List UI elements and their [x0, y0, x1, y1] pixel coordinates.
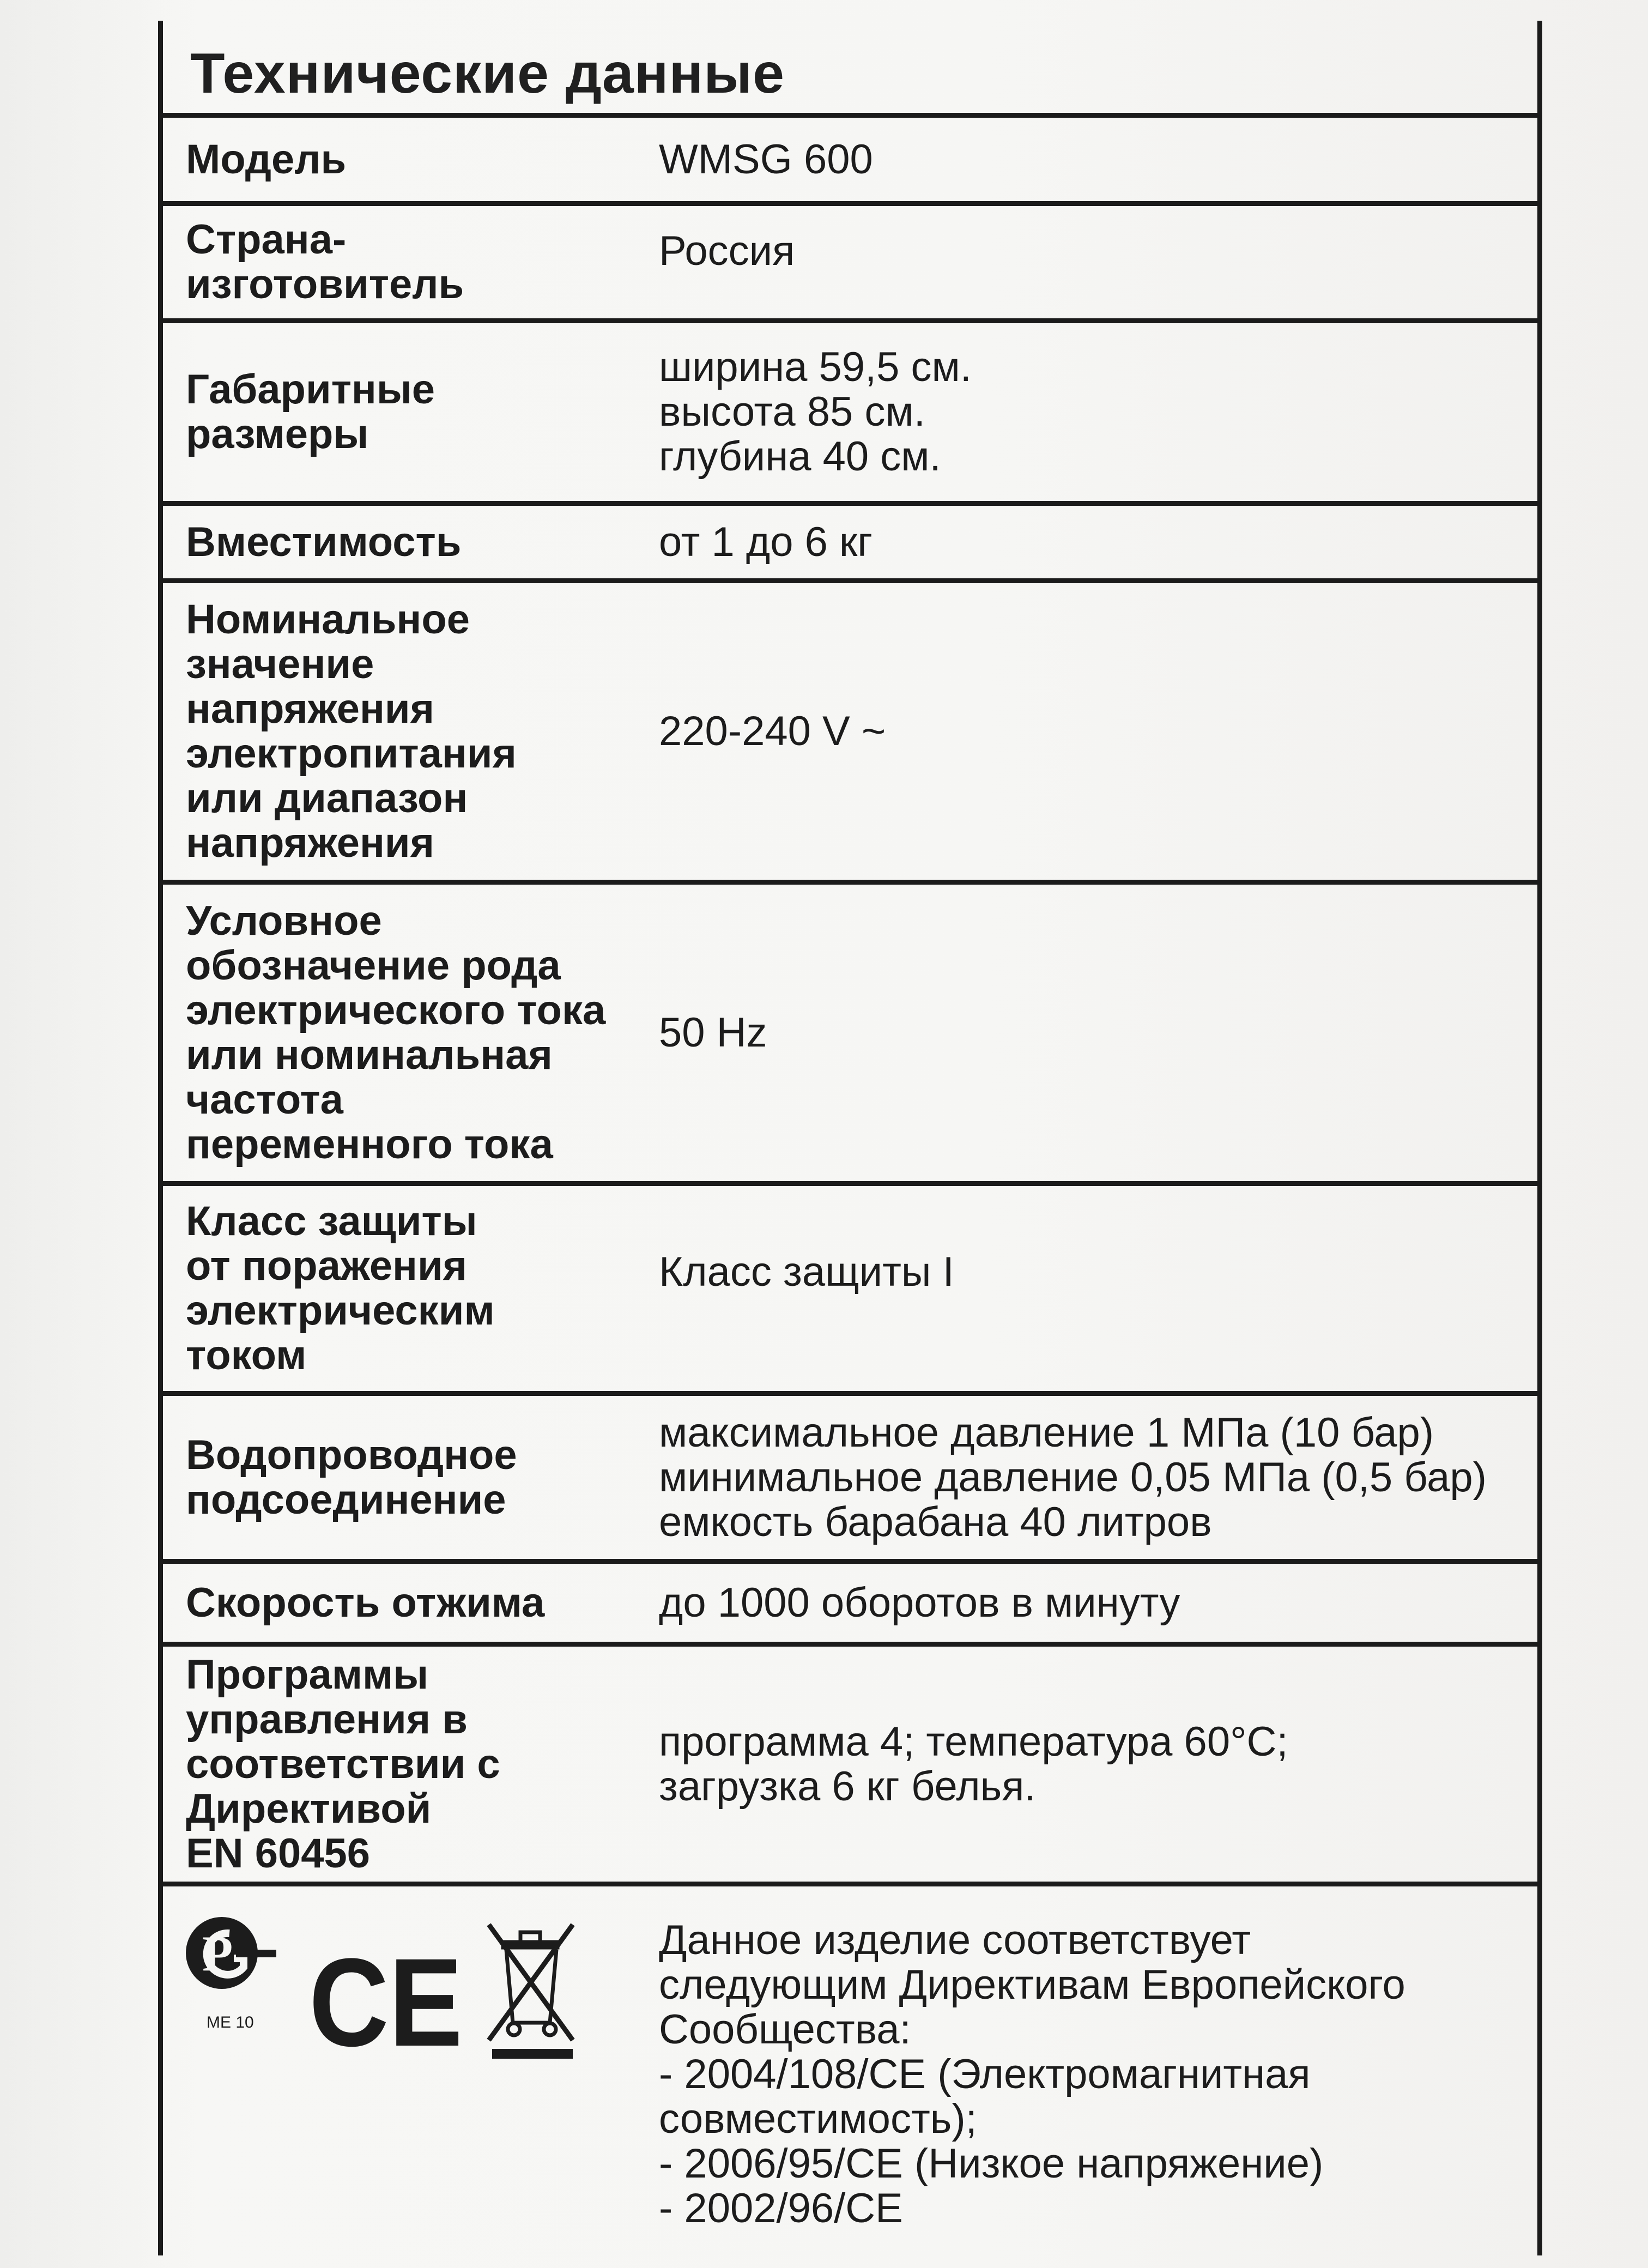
spec-value: от 1 до 6 кг	[659, 518, 873, 565]
technical-data-table	[158, 21, 1542, 2255]
spec-value: WMSG 600	[659, 136, 873, 183]
table-title-row	[163, 21, 1537, 118]
certification-marks-graphic	[179, 1914, 604, 2066]
spec-row-country	[163, 206, 1537, 323]
spec-row-programs	[163, 1647, 1537, 1886]
spec-row-spin-speed	[163, 1564, 1537, 1647]
spec-label: Вместимость	[186, 518, 462, 565]
spec-label: Класс защиты от поражения электрическим током	[186, 1198, 495, 1378]
spec-row-model	[163, 118, 1537, 206]
spec-value: 220-240 V ~	[659, 708, 886, 754]
spec-row-frequency	[163, 885, 1537, 1186]
table-title: Технические данные	[190, 42, 785, 105]
certification-row	[163, 1886, 1537, 2268]
pct-mark-icon	[186, 1917, 276, 2031]
spec-value: до 1000 оборотов в минуту	[659, 1579, 1180, 1626]
spec-label: Водопроводное подсоединение	[186, 1431, 517, 1523]
spec-row-voltage	[163, 583, 1537, 885]
spec-value: ширина 59,5 см. высота 85 см. глубина 40 см.	[659, 344, 972, 480]
spec-label: Условное обозначение рода электрического тока или номинальная частота переменного тока	[186, 898, 606, 1168]
spec-row-water-connection	[163, 1396, 1537, 1564]
spec-label: Программы управления в соответствии с Директивой EN 60456	[186, 1651, 500, 1877]
weee-bin-icon	[489, 1925, 573, 2059]
svg-text:P: P	[202, 1926, 233, 1981]
spec-row-dimensions	[163, 323, 1537, 506]
spec-label: Габаритные размеры	[186, 366, 435, 457]
spec-row-protection-class	[163, 1186, 1537, 1396]
spec-row-capacity	[163, 506, 1537, 583]
spec-value: максимальное давление 1 МПа (10 бар) минимальное давление 0,05 МПа (0,5 бар) емкость барабана 40 литров	[659, 1409, 1487, 1545]
ce-mark-icon	[309, 1932, 463, 2066]
spec-value: Класс защиты I	[659, 1249, 954, 1295]
spec-label: Страна- изготовитель	[186, 216, 464, 307]
spec-label: Модель	[186, 136, 347, 183]
ce-mark-text: CE	[309, 1932, 463, 2066]
spec-value: 50 Hz	[659, 1009, 767, 1056]
spec-value: Россия	[659, 228, 795, 274]
spec-label: Номинальное значение напряжения электропитания или диапазон напряжения	[186, 596, 517, 866]
spec-value: программа 4; температура 60°C; загрузка 6 кг белья.	[659, 1718, 1288, 1810]
certification-text: Данное изделие соответствует следующим Директивам Европейского Сообщества: - 2004/108/CE (Электромагнитная совместимость); - 2006/95/CE (Низкое напряжение) - 2002/96/CE	[659, 1917, 1405, 2231]
spec-label: Скорость отжима	[186, 1579, 545, 1626]
pct-mark-code: ME 10	[207, 2013, 254, 2031]
certification-marks	[179, 1914, 604, 2066]
